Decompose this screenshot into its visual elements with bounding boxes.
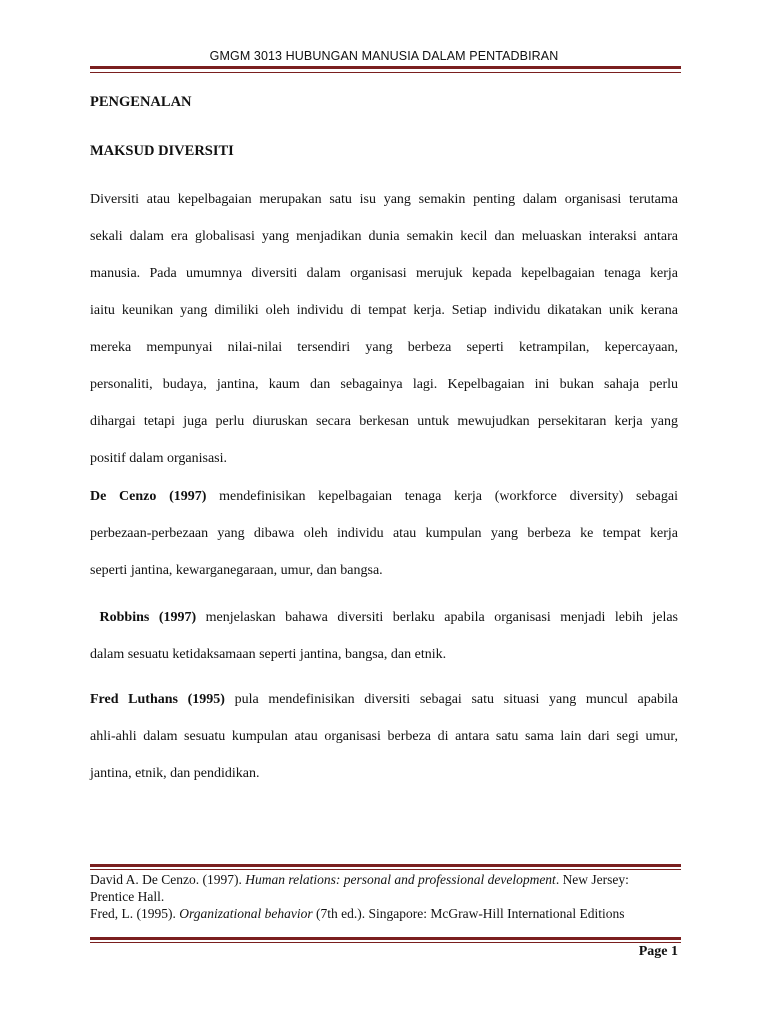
references <box>90 871 650 922</box>
reference-author: Fred, L. (1995). <box>90 906 180 921</box>
paragraph-line: Diversiti atau kepelbagaian merupakan satu isu yang semakin penting dalam organisasi terutama <box>90 192 678 207</box>
intro-heading: PENGENALAN <box>90 94 192 110</box>
paragraph-line: ahli-ahli dalam sesuatu kumpulan atau organisasi berbeza di antara satu sama lain dari segi umur, <box>90 729 678 744</box>
citation-text: pula mendefinisikan diversiti sebagai satu situasi yang muncul apabila <box>224 692 678 707</box>
reference-item <box>90 905 650 922</box>
reference-publisher: (7th ed.). Singapore: McGraw-Hill International Editions <box>312 906 625 921</box>
paragraph-line <box>90 599 678 636</box>
paragraph-line: seperti jantina, kewarganegaraan, umur, dan bangsa. <box>90 563 383 578</box>
paragraph-line: manusia. Pada umumnya diversiti dalam organisasi merujuk kepada kepelbagaian tenaga kerja <box>90 266 678 281</box>
reference-publisher: . New Jersey: Prentice Hall. <box>90 872 629 904</box>
paragraph-line: dalam sesuatu ketidaksamaan seperti jantina, bangsa, dan etnik. <box>90 647 447 662</box>
author-citation: De Cenzo (1997) <box>90 489 207 504</box>
paragraph-line: jantina, etnik, dan pendidikan. <box>90 766 260 781</box>
paragraph-definition <box>90 181 678 477</box>
header-rule-thick <box>90 66 681 69</box>
running-header-title: GMGM 3013 HUBUNGAN MANUSIA DALAM PENTADBIRAN <box>209 49 559 63</box>
paragraph-line <box>90 681 678 718</box>
header-rule-thin <box>90 72 681 73</box>
paragraph-line: perbezaan-perbezaan yang dibawa oleh individu atau kumpulan yang berbeza ke tempat kerja <box>90 526 678 541</box>
paragraph-line: mereka mempunyai nilai-nilai tersendiri yang berbeza seperti ketrampilan, kepercayaan, <box>90 340 678 355</box>
citation-text: menjelaskan bahawa diversiti berlaku apabila organisasi menjadi lebih jelas <box>196 610 678 625</box>
paragraph-line: sekali dalam era globalisasi yang menjadikan dunia semakin kecil dan meluaskan interaksi antara <box>90 229 678 244</box>
paragraph-line: positif dalam organisasi. <box>90 451 227 466</box>
footer-rule-thick <box>90 937 681 940</box>
paragraph-line <box>90 478 678 515</box>
reference-item <box>90 871 650 905</box>
paragraph-robbins <box>90 599 678 673</box>
citation-text: mendefinisikan kepelbagaian tenaga kerja (workforce diversity) sebagai <box>206 489 678 504</box>
reference-title: Human relations: personal and professional development <box>245 872 556 887</box>
paragraph-de-cenzo <box>90 478 678 589</box>
section-heading: MAKSUD DIVERSITI <box>90 143 234 159</box>
footnote-rule-thin <box>90 869 681 870</box>
paragraph-line: dihargai tetapi juga perlu diuruskan secara berkesan untuk mewujudkan persekitaran kerja yang <box>90 414 678 429</box>
reference-title: Organizational behavior <box>179 906 313 921</box>
author-citation: Robbins (1997) <box>99 610 197 625</box>
page-number: Page 1 <box>638 944 678 959</box>
paragraph-line: iaitu keunikan yang dimiliki oleh individu di tempat kerja. Setiap individu dikatakan unik kerana <box>90 303 678 318</box>
footer-rule-thin <box>90 942 681 943</box>
author-citation: Fred Luthans (1995) <box>90 692 225 707</box>
footnote-rule-thick <box>90 864 681 867</box>
paragraph-line: personaliti, budaya, jantina, kaum dan sebagainya lagi. Kepelbagaian ini bukan sahaja perlu <box>90 377 678 392</box>
paragraph-luthans <box>90 681 678 792</box>
reference-author: David A. De Cenzo. (1997). <box>90 872 246 887</box>
